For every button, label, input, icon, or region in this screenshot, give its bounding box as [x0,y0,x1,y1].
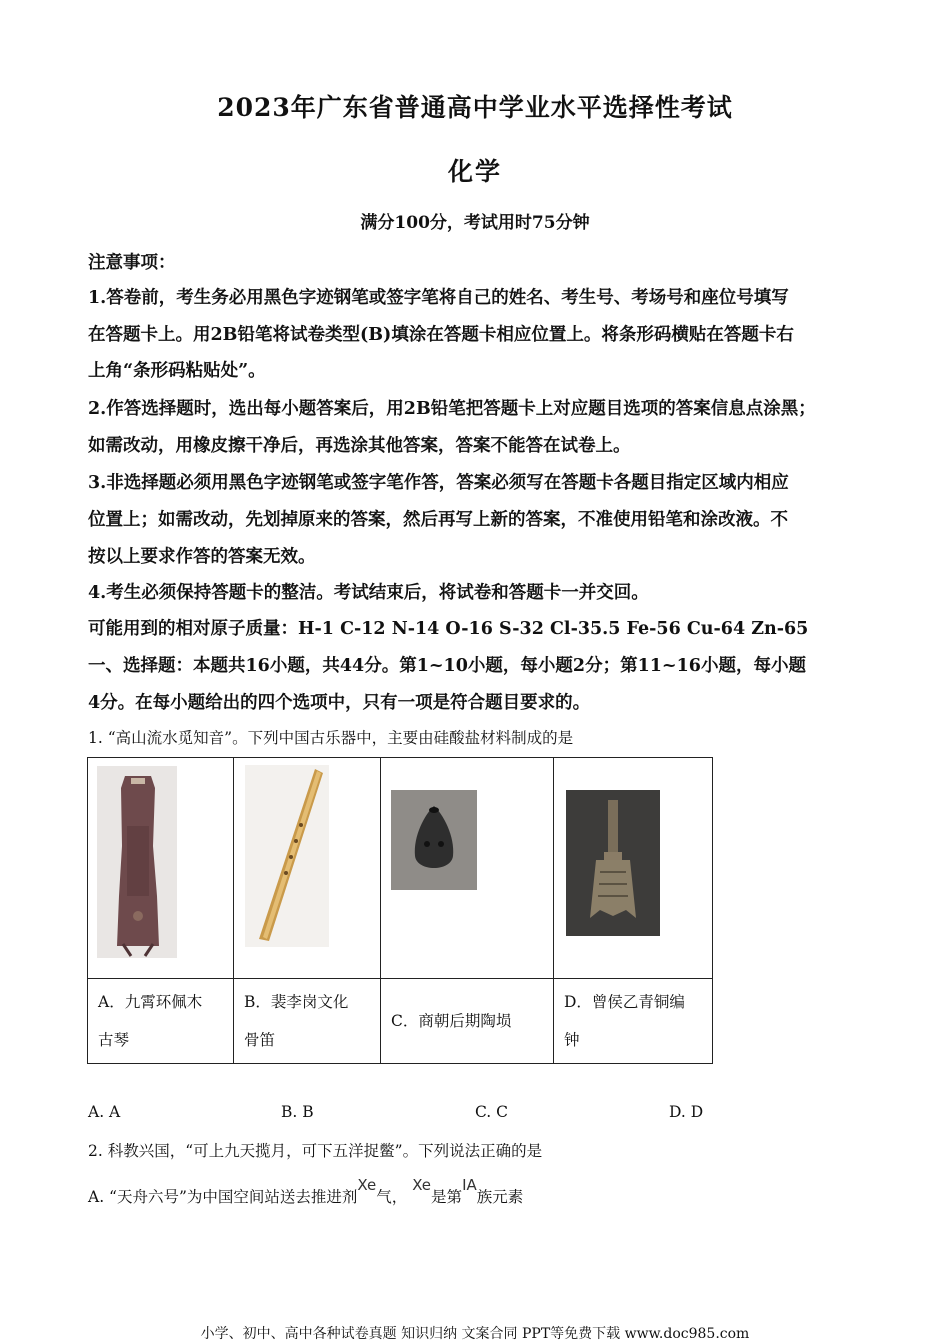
notice-line: 位置上；如需改动，先划掉原来的答案，然后再写上新的答案，不准使用铅笔和涂改液。不 [88,510,788,530]
choice-a[interactable]: A. A [88,1103,121,1121]
caption-line: C．商朝后期陶埙 [391,1012,512,1030]
exam-meta: 满分100分，考试用时75分钟 [360,213,590,233]
xe-symbol: Xe [412,1176,432,1194]
question-2-stem: 2. 科教兴国，“可上九天揽月，可下五洋捉鳖”。下列说法正确的是 [88,1142,543,1160]
question-2-option-a [88,1176,524,1207]
caption-line: A．九霄环佩木 [98,993,203,1011]
question-1-stem: 1. “高山流水觅知音”。下列中国古乐器中，主要由硅酸盐材料制成的是 [88,729,574,747]
notice-line: 4.考生必须保持答题卡的整洁。考试结束后，将试卷和答题卡一并交回。 [88,583,649,603]
option-text: 族元素 [476,1188,524,1206]
pottery-xun-image [391,790,477,890]
option-b-image-cell [234,758,381,979]
notice-line: 按以上要求作答的答案无效。 [88,547,316,567]
caption-line: B．裴李岗文化 [244,993,349,1011]
notice-line: 1.答卷前，考生务必用黑色字迹钢笔或签字笔将自己的姓名、考生号、考场号和座位号填写 [88,288,789,308]
option-text: A. “天舟六号”为中国空间站送去推进剂 [88,1188,358,1206]
caption-line: 古琴 [98,1031,130,1049]
guqin-image [97,766,177,958]
option-b-caption [234,979,381,1064]
caption-line: 钟 [564,1031,580,1049]
section-heading: 一、选择题：本题共16小题，共44分。第1~10小题，每小题2分；第11~16小题，每小题 [88,656,806,676]
xe-symbol: Xe [357,1176,377,1194]
option-a-image-cell [88,758,234,979]
choice-b[interactable]: B. B [281,1103,314,1121]
notice-line: 2.作答选择题时，选出每小题答案后，用2B铅笔把答题卡上对应题目选项的答案信息点涂黑； [88,399,816,419]
option-a-caption [88,979,234,1064]
exam-title: 2023年广东省普通高中学业水平选择性考试 [217,93,733,122]
notice-heading: 注意事项： [88,253,176,273]
exam-subject: 化学 [447,157,502,186]
instrument-table [87,757,713,1064]
atomic-mass-line: 可能用到的相对原子质量：H-1 C-12 N-14 O-16 S-32 Cl-35.5 Fe-56 Cu-64 Zn-65 [88,619,809,639]
group-symbol: IA [462,1176,477,1194]
notice-line: 如需改动，用橡皮擦干净后，再选涂其他答案，答案不能答在试卷上。 [88,436,631,456]
page-footer: 小学、初中、高中各种试卷真题 知识归纳 文案合同 PPT等免费下载 www.doc985.com [200,1326,750,1342]
notice-line: 3.非选择题必须用黑色字迹钢笔或签字笔作答，答案必须写在答题卡各题目指定区域内相应 [88,473,789,493]
option-text: 是第 [431,1188,463,1206]
choice-c[interactable]: C. C [475,1103,509,1121]
notice-line: 在答题卡上。用2B铅笔将试卷类型(B)填涂在答题卡相应位置上。将条形码横贴在答题卡右 [88,325,794,345]
option-c-caption [381,979,554,1064]
caption-line: D．曾侯乙青铜编 [564,993,685,1011]
bronze-bell-image [566,790,660,936]
option-text: 气， [376,1188,408,1206]
section-heading-cont: 4分。在每小题给出的四个选项中，只有一项是符合题目要求的。 [88,693,591,713]
option-c-image-cell [381,758,554,979]
notice-line: 上角“条形码粘贴处”。 [88,361,266,381]
bone-flute-image [245,765,329,947]
choice-d[interactable]: D. D [669,1103,704,1121]
caption-line: 骨笛 [244,1031,276,1049]
option-d-image-cell [554,758,713,979]
option-d-caption [554,979,713,1064]
